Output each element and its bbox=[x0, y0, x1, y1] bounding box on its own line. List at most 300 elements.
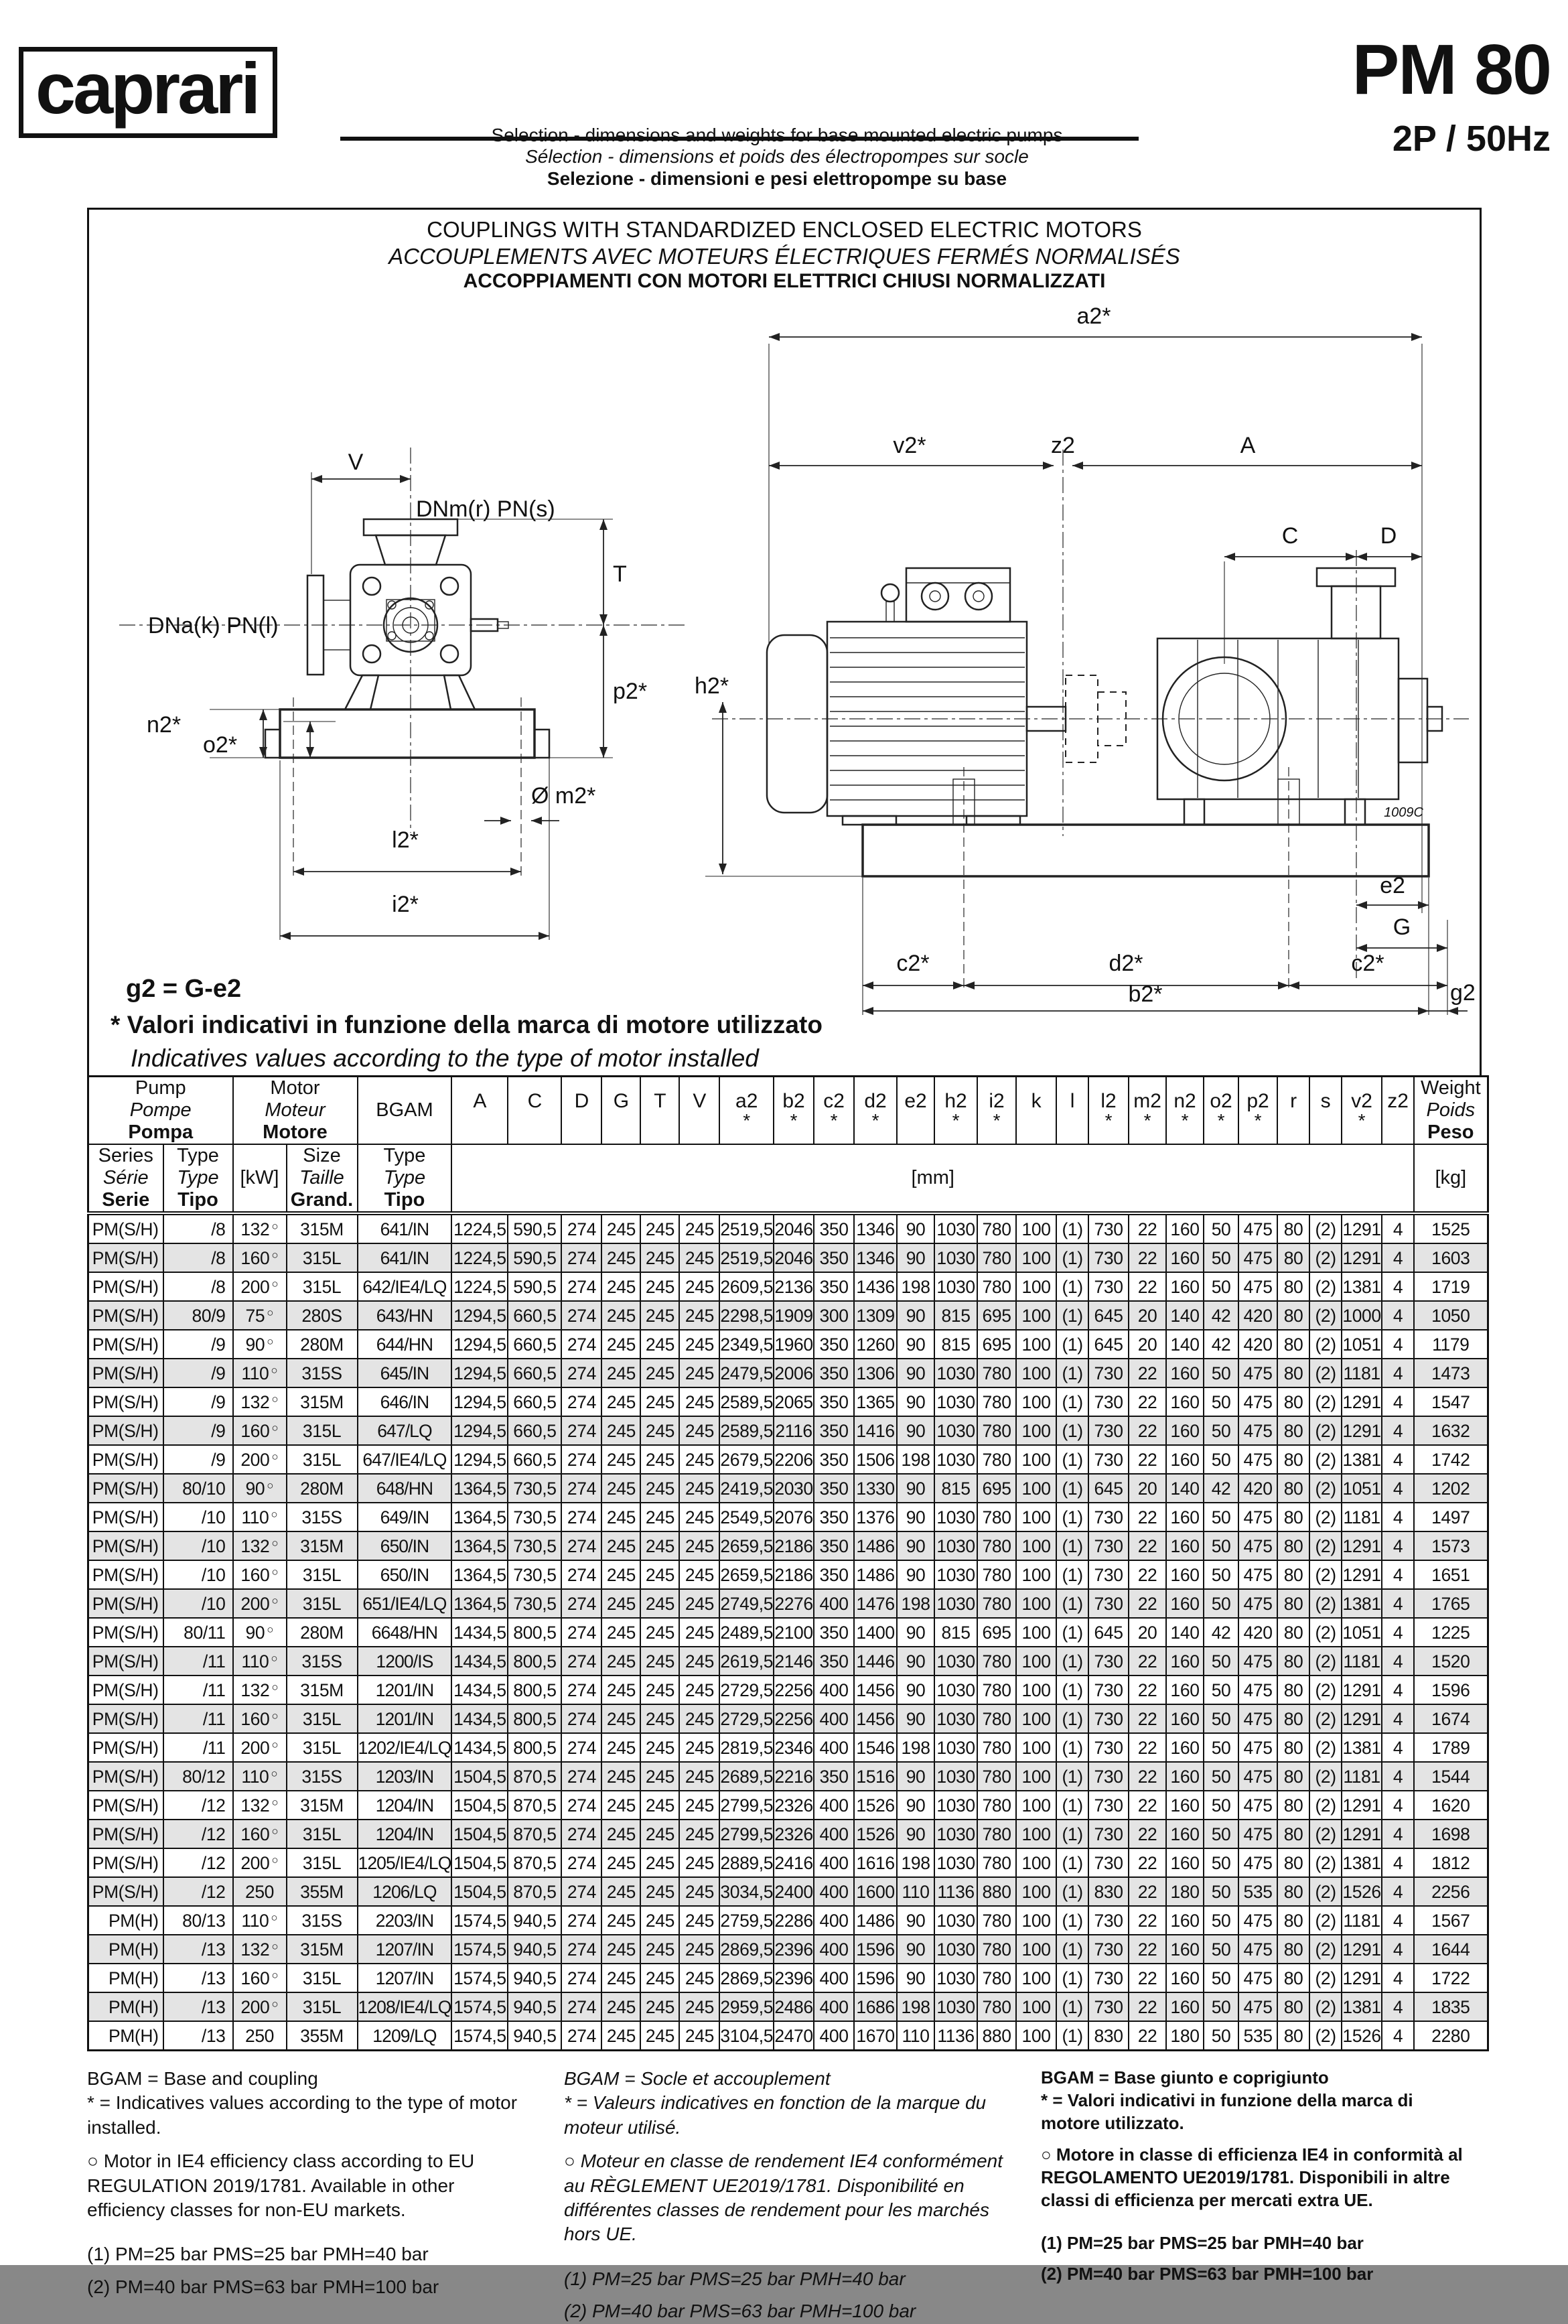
cell-dim: 50 bbox=[1204, 1589, 1238, 1618]
cell-dim: 100 bbox=[1016, 1589, 1056, 1618]
table-row bbox=[88, 1213, 1488, 1243]
cell-dim: 1364,5 bbox=[451, 1474, 508, 1503]
cell-dim: 4 bbox=[1382, 1503, 1414, 1531]
table-row bbox=[88, 1791, 1488, 1820]
cell-dim: 1030 bbox=[934, 1589, 977, 1618]
cell-dim: 245 bbox=[679, 1935, 719, 1964]
cell-dim: 1291 bbox=[1342, 1676, 1382, 1704]
cell-dim: 50 bbox=[1204, 1560, 1238, 1589]
cell-dim: 4 bbox=[1382, 1213, 1414, 1243]
cell-weight: 1525 bbox=[1414, 1213, 1488, 1243]
cell-dim: 350 bbox=[814, 1762, 854, 1791]
cell-dim: 475 bbox=[1238, 1733, 1277, 1762]
cell-dim: 780 bbox=[977, 1272, 1016, 1301]
cell-dim: 475 bbox=[1238, 1272, 1277, 1301]
cell-dim: 2729,5 bbox=[719, 1676, 774, 1704]
cell-dim: 730 bbox=[1088, 1820, 1129, 1848]
cell-dim: 245 bbox=[640, 1531, 679, 1560]
cell-dim: (2) bbox=[1309, 1503, 1342, 1531]
col-header-o2: o2 * bbox=[1204, 1077, 1238, 1145]
cell-dim: 730 bbox=[1088, 1704, 1129, 1733]
cell-dim: 2869,5 bbox=[719, 1964, 774, 1992]
ie4-class-icon: ○ bbox=[271, 1709, 279, 1722]
cell-dim: 1546 bbox=[854, 1733, 897, 1762]
cell-bgam-type: 1207/IN bbox=[358, 1964, 452, 1992]
cell-dim: 245 bbox=[679, 1474, 719, 1503]
cell-dim: 42 bbox=[1204, 1330, 1238, 1359]
cell-dim: 245 bbox=[640, 1647, 679, 1676]
cell-dim: 1291 bbox=[1342, 1704, 1382, 1733]
cell-weight: 1547 bbox=[1414, 1387, 1488, 1416]
cell-dim: 1030 bbox=[934, 1935, 977, 1964]
cell-dim: 2326 bbox=[774, 1820, 814, 1848]
cell-dim: 245 bbox=[601, 2021, 640, 2051]
col-header-b2: b2 * bbox=[774, 1077, 814, 1145]
cell-dim: 730 bbox=[1088, 1647, 1129, 1676]
table-body bbox=[88, 1213, 1488, 2051]
ie4-class-icon: ○ bbox=[271, 1248, 279, 1261]
cell-dim: 22 bbox=[1129, 1531, 1166, 1560]
cell-weight: 1603 bbox=[1414, 1243, 1488, 1272]
cell-dim: 245 bbox=[601, 1445, 640, 1474]
box-title-en: COUPLINGS WITH STANDARDIZED ENCLOSED ELECTRIC MOTORS bbox=[427, 217, 1142, 242]
cell-series: PM(S/H) bbox=[88, 1704, 163, 1733]
ie4-class-icon: ○ bbox=[271, 1738, 279, 1751]
cell-kw: 110 ○ bbox=[233, 1762, 287, 1791]
cell-dim: (2) bbox=[1309, 1935, 1342, 1964]
cell-dim: 780 bbox=[977, 1704, 1016, 1733]
cell-dim: 90 bbox=[897, 1416, 934, 1445]
cell-kw: 110 ○ bbox=[233, 1906, 287, 1935]
cell-dim: 245 bbox=[679, 1330, 719, 1359]
cell-dim: (1) bbox=[1056, 1647, 1088, 1676]
note-star-it: * Valori indicativi in funzione della marca di motore utilizzato bbox=[111, 1011, 823, 1038]
dim-label-g: G bbox=[1393, 914, 1411, 940]
cell-series: PM(S/H) bbox=[88, 1330, 163, 1359]
cell-dim: 80 bbox=[1277, 1877, 1309, 1906]
cell-dim: 100 bbox=[1016, 1848, 1056, 1877]
cell-dim: 50 bbox=[1204, 1359, 1238, 1387]
ie4-class-icon: ○ bbox=[271, 1392, 279, 1406]
cell-dim: 695 bbox=[977, 1301, 1016, 1330]
cell-dim: (2) bbox=[1309, 1589, 1342, 1618]
cell-bgam-type: 644/HN bbox=[358, 1330, 452, 1359]
dim-label-m2: Ø m2* bbox=[531, 783, 596, 809]
cell-dim: 1030 bbox=[934, 1647, 977, 1676]
cell-dim: 160 bbox=[1166, 1560, 1204, 1589]
cell-dim: 475 bbox=[1238, 1560, 1277, 1589]
cell-dim: 160 bbox=[1166, 1848, 1204, 1877]
cell-dim: 830 bbox=[1088, 2021, 1129, 2051]
cell-dim: 80 bbox=[1277, 1992, 1309, 2021]
cell-dim: 695 bbox=[977, 1330, 1016, 1359]
cell-dim: 160 bbox=[1166, 1387, 1204, 1416]
cell-motor-size: 315L bbox=[287, 1704, 358, 1733]
cell-dim: 1446 bbox=[854, 1647, 897, 1676]
cell-dim: 22 bbox=[1129, 1935, 1166, 1964]
cell-dim: 160 bbox=[1166, 1589, 1204, 1618]
cell-dim: 2659,5 bbox=[719, 1560, 774, 1589]
fn-fr-bgam: BGAM = Socle et accouplement bbox=[564, 2068, 831, 2089]
cell-kw: 75 ○ bbox=[233, 1301, 287, 1330]
cell-motor-size: 280S bbox=[287, 1301, 358, 1330]
cell-dim: 1224,5 bbox=[451, 1272, 508, 1301]
cell-dim: 1294,5 bbox=[451, 1416, 508, 1445]
cell-dim: 274 bbox=[561, 1618, 601, 1647]
cell-series: PM(S/H) bbox=[88, 1676, 163, 1704]
cell-dim: 90 bbox=[897, 1791, 934, 1820]
cell-dim: 590,5 bbox=[508, 1272, 561, 1301]
cell-dim: 90 bbox=[897, 1503, 934, 1531]
cell-dim: 2679,5 bbox=[719, 1445, 774, 1474]
cell-dim: 245 bbox=[601, 1877, 640, 1906]
cell-dim: 590,5 bbox=[508, 1243, 561, 1272]
dim-label-b2: b2* bbox=[1128, 981, 1163, 1007]
cell-dim: 420 bbox=[1238, 1301, 1277, 1330]
cell-weight: 1202 bbox=[1414, 1474, 1488, 1503]
cell-dim: 245 bbox=[601, 1733, 640, 1762]
cell-dim: 245 bbox=[679, 1416, 719, 1445]
cell-dim: 274 bbox=[561, 1676, 601, 1704]
cell-dim: 80 bbox=[1277, 1416, 1309, 1445]
cell-dim: 780 bbox=[977, 1359, 1016, 1387]
cell-dim: 880 bbox=[977, 2021, 1016, 2051]
cell-weight: 1835 bbox=[1414, 1992, 1488, 2021]
cell-bgam-type: 646/IN bbox=[358, 1387, 452, 1416]
cell-dim: 245 bbox=[640, 1877, 679, 1906]
cell-dim: 22 bbox=[1129, 1704, 1166, 1733]
cell-dim: (2) bbox=[1309, 1213, 1342, 1243]
cell-dim: (2) bbox=[1309, 1877, 1342, 1906]
cell-dim: 80 bbox=[1277, 1589, 1309, 1618]
cell-dim: 880 bbox=[977, 1877, 1016, 1906]
cell-dim: 645 bbox=[1088, 1330, 1129, 1359]
cell-dim: 198 bbox=[897, 1445, 934, 1474]
cell-bgam-type: 641/IN bbox=[358, 1213, 452, 1243]
cell-motor-size: 315L bbox=[287, 1416, 358, 1445]
ie4-class-icon: ○ bbox=[271, 1997, 279, 2010]
cell-dim: 2869,5 bbox=[719, 1935, 774, 1964]
cell-dim: 80 bbox=[1277, 2021, 1309, 2051]
cell-dim: 730 bbox=[1088, 1213, 1129, 1243]
table-row bbox=[88, 1820, 1488, 1848]
cell-dim: 1030 bbox=[934, 1820, 977, 1848]
cell-dim: 160 bbox=[1166, 1445, 1204, 1474]
cell-dim: 1291 bbox=[1342, 1213, 1382, 1243]
cell-dim: 4 bbox=[1382, 1618, 1414, 1647]
cell-dim: 400 bbox=[814, 1733, 854, 1762]
cell-dim: 274 bbox=[561, 1531, 601, 1560]
cell-dim: 1909 bbox=[774, 1301, 814, 1330]
cell-dim: 350 bbox=[814, 1474, 854, 1503]
cell-dim: 80 bbox=[1277, 1647, 1309, 1676]
col-header-a2: a2 * bbox=[719, 1077, 774, 1145]
cell-bgam-type: 1201/IN bbox=[358, 1704, 452, 1733]
cell-dim: 2349,5 bbox=[719, 1330, 774, 1359]
cell-dim: 400 bbox=[814, 1964, 854, 1992]
cell-dim: 4 bbox=[1382, 1992, 1414, 2021]
ie4-class-icon: ○ bbox=[271, 1911, 278, 1924]
cell-series: PM(H) bbox=[88, 2021, 163, 2051]
cell-dim: 245 bbox=[679, 1647, 719, 1676]
cell-dim: 160 bbox=[1166, 1762, 1204, 1791]
cell-weight: 1698 bbox=[1414, 1820, 1488, 1848]
cell-dim: 4 bbox=[1382, 1676, 1414, 1704]
cell-dim: 4 bbox=[1382, 1733, 1414, 1762]
subtitle-en: Selection - dimensions and weights for base mounted electric pumps bbox=[491, 125, 1063, 145]
cell-dim: 80 bbox=[1277, 1964, 1309, 1992]
cell-dim: 80 bbox=[1277, 1213, 1309, 1243]
cell-dim: 730 bbox=[1088, 1243, 1129, 1272]
ie4-class-icon: ○ bbox=[267, 1479, 274, 1492]
cell-type: /11 bbox=[163, 1733, 233, 1762]
cell-dim: 50 bbox=[1204, 1877, 1238, 1906]
cell-dim: (2) bbox=[1309, 1791, 1342, 1820]
cell-dim: 22 bbox=[1129, 1213, 1166, 1243]
cell-dim: 22 bbox=[1129, 1964, 1166, 1992]
cell-dim: 274 bbox=[561, 1301, 601, 1330]
cell-dim: 780 bbox=[977, 1445, 1016, 1474]
col-header-m2: m2 * bbox=[1129, 1077, 1166, 1145]
col-header-k: k bbox=[1016, 1077, 1056, 1145]
cell-dim: 274 bbox=[561, 1330, 601, 1359]
cell-dim: 940,5 bbox=[508, 2021, 561, 2051]
cell-dim: 245 bbox=[601, 1848, 640, 1877]
cell-dim: 2046 bbox=[774, 1243, 814, 1272]
cell-dim: 2326 bbox=[774, 1791, 814, 1820]
cell-dim: 1291 bbox=[1342, 1964, 1382, 1992]
cell-dim: (1) bbox=[1056, 1964, 1088, 1992]
fn-en-bgam: BGAM = Base and coupling bbox=[87, 2068, 318, 2089]
cell-bgam-type: 1204/IN bbox=[358, 1791, 452, 1820]
cell-bgam-type: 1200/IS bbox=[358, 1647, 452, 1676]
cell-dim: 22 bbox=[1129, 1647, 1166, 1676]
cell-dim: 1030 bbox=[934, 1213, 977, 1243]
cell-dim: 2659,5 bbox=[719, 1531, 774, 1560]
cell-dim: 420 bbox=[1238, 1474, 1277, 1503]
cell-dim: 1000 bbox=[1342, 1301, 1382, 1330]
cell-bgam-type: 1209/LQ bbox=[358, 2021, 452, 2051]
cell-dim: 22 bbox=[1129, 1992, 1166, 2021]
table-row bbox=[88, 1474, 1488, 1503]
cell-dim: 660,5 bbox=[508, 1301, 561, 1330]
cell-dim: (1) bbox=[1056, 1359, 1088, 1387]
cell-dim: 780 bbox=[977, 1820, 1016, 1848]
cell-type: 80/13 bbox=[163, 1906, 233, 1935]
table-row bbox=[88, 1243, 1488, 1272]
cell-motor-size: 280M bbox=[287, 1474, 358, 1503]
cell-dim: 730 bbox=[1088, 1503, 1129, 1531]
col-header-bgam-type: Type Type Tipo bbox=[358, 1144, 452, 1213]
cell-dim: 245 bbox=[679, 2021, 719, 2051]
cell-kw: 250 bbox=[233, 2021, 287, 2051]
cell-dim: 80 bbox=[1277, 1676, 1309, 1704]
cell-dim: 245 bbox=[679, 1848, 719, 1877]
cell-series: PM(H) bbox=[88, 1935, 163, 1964]
cell-dim: 1136 bbox=[934, 1877, 977, 1906]
cell-dim: 1291 bbox=[1342, 1560, 1382, 1589]
cell-dim: (1) bbox=[1056, 1618, 1088, 1647]
cell-dim: 1526 bbox=[1342, 1877, 1382, 1906]
cell-dim: 1364,5 bbox=[451, 1503, 508, 1531]
cell-dim: 660,5 bbox=[508, 1359, 561, 1387]
cell-dim: 1051 bbox=[1342, 1474, 1382, 1503]
cell-dim: 274 bbox=[561, 1243, 601, 1272]
cell-dim: 245 bbox=[601, 1272, 640, 1301]
subtitle-it: Selezione - dimensioni e pesi elettropompe su base bbox=[547, 167, 1007, 189]
cell-dim: 22 bbox=[1129, 1906, 1166, 1935]
cell-dim: 350 bbox=[814, 1647, 854, 1676]
cell-dim: 475 bbox=[1238, 1243, 1277, 1272]
footnotes-en bbox=[87, 2067, 537, 2324]
cell-dim: 160 bbox=[1166, 1531, 1204, 1560]
cell-dim: (1) bbox=[1056, 1589, 1088, 1618]
col-header-i2: i2 * bbox=[977, 1077, 1016, 1145]
cell-dim: (2) bbox=[1309, 1906, 1342, 1935]
cell-dim: 80 bbox=[1277, 1560, 1309, 1589]
cell-dim: 1224,5 bbox=[451, 1243, 508, 1272]
cell-dim: 730 bbox=[1088, 1964, 1129, 1992]
cell-dim: 1030 bbox=[934, 1387, 977, 1416]
cell-dim: 815 bbox=[934, 1474, 977, 1503]
cell-dim: 245 bbox=[601, 1589, 640, 1618]
cell-motor-size: 315L bbox=[287, 1964, 358, 1992]
cell-type: /9 bbox=[163, 1387, 233, 1416]
cell-dim: 50 bbox=[1204, 1647, 1238, 1676]
cell-dim: 80 bbox=[1277, 1848, 1309, 1877]
cell-dim: 274 bbox=[561, 1560, 601, 1589]
cell-dim: 245 bbox=[640, 1791, 679, 1820]
cell-dim: (1) bbox=[1056, 1416, 1088, 1445]
cell-dim: 730 bbox=[1088, 1272, 1129, 1301]
cell-dim: 2609,5 bbox=[719, 1272, 774, 1301]
cell-dim: 90 bbox=[897, 1560, 934, 1589]
cell-kw: 200 ○ bbox=[233, 1272, 287, 1301]
table-row bbox=[88, 1704, 1488, 1733]
cell-motor-size: 315L bbox=[287, 1272, 358, 1301]
cell-series: PM(S/H) bbox=[88, 1272, 163, 1301]
cell-dim: 1504,5 bbox=[451, 1791, 508, 1820]
cell-dim: 4 bbox=[1382, 1935, 1414, 1964]
dim-label-l2: l2* bbox=[392, 827, 419, 853]
cell-dim: 274 bbox=[561, 1877, 601, 1906]
cell-dim: 1030 bbox=[934, 1560, 977, 1589]
cell-dim: 2065 bbox=[774, 1387, 814, 1416]
cell-dim: 22 bbox=[1129, 1243, 1166, 1272]
cell-dim: 730,5 bbox=[508, 1474, 561, 1503]
cell-motor-size: 315M bbox=[287, 1791, 358, 1820]
cell-dim: 50 bbox=[1204, 1762, 1238, 1791]
cell-dim: 1960 bbox=[774, 1330, 814, 1359]
cell-type: /11 bbox=[163, 1704, 233, 1733]
cell-dim: 645 bbox=[1088, 1474, 1129, 1503]
cell-dim: 198 bbox=[897, 1733, 934, 1762]
cell-motor-size: 315L bbox=[287, 1733, 358, 1762]
cell-dim: 4 bbox=[1382, 1964, 1414, 1992]
cell-dim: 1506 bbox=[854, 1445, 897, 1474]
cell-dim: 4 bbox=[1382, 1445, 1414, 1474]
cell-bgam-type: 1206/LQ bbox=[358, 1877, 452, 1906]
cell-dim: 2276 bbox=[774, 1589, 814, 1618]
col-header-l2: l2 * bbox=[1088, 1077, 1129, 1145]
cell-type: /10 bbox=[163, 1531, 233, 1560]
cell-dim: 160 bbox=[1166, 1676, 1204, 1704]
cell-dim: (1) bbox=[1056, 1330, 1088, 1359]
cell-weight: 1567 bbox=[1414, 1906, 1488, 1935]
cell-dim: 245 bbox=[640, 1560, 679, 1589]
cell-dim: 274 bbox=[561, 1992, 601, 2021]
cell-weight: 1573 bbox=[1414, 1531, 1488, 1560]
cell-dim: 300 bbox=[814, 1301, 854, 1330]
cell-dim: 2346 bbox=[774, 1733, 814, 1762]
cell-kw: 90 ○ bbox=[233, 1474, 287, 1503]
cell-dim: 400 bbox=[814, 1848, 854, 1877]
cell-dim: 350 bbox=[814, 1503, 854, 1531]
cell-motor-size: 315L bbox=[287, 1992, 358, 2021]
box-titles bbox=[89, 210, 1480, 293]
cell-dim: 2519,5 bbox=[719, 1243, 774, 1272]
unit-mm: [mm] bbox=[451, 1144, 1414, 1213]
cell-dim: 1516 bbox=[854, 1762, 897, 1791]
cell-dim: 245 bbox=[601, 1213, 640, 1243]
table-row bbox=[88, 1330, 1488, 1359]
cell-dim: 80 bbox=[1277, 1762, 1309, 1791]
cell-dim: 245 bbox=[679, 1762, 719, 1791]
cell-dim: 3104,5 bbox=[719, 2021, 774, 2051]
cell-dim: 245 bbox=[601, 1820, 640, 1848]
cell-series: PM(S/H) bbox=[88, 1416, 163, 1445]
cell-dim: 730 bbox=[1088, 1359, 1129, 1387]
cell-dim: (2) bbox=[1309, 1330, 1342, 1359]
cell-dim: 350 bbox=[814, 1531, 854, 1560]
fn-en-star: * = Indicatives values according to the type of motor installed. bbox=[87, 2092, 518, 2138]
cell-weight: 1719 bbox=[1414, 1272, 1488, 1301]
cell-type: /13 bbox=[163, 1992, 233, 2021]
cell-dim: 535 bbox=[1238, 2021, 1277, 2051]
cell-dim: 245 bbox=[679, 1301, 719, 1330]
cell-dim: 1364,5 bbox=[451, 1589, 508, 1618]
cell-dim: 80 bbox=[1277, 1791, 1309, 1820]
cell-dim: 90 bbox=[897, 1704, 934, 1733]
cell-dim: 245 bbox=[640, 1387, 679, 1416]
cell-motor-size: 315L bbox=[287, 1848, 358, 1877]
cell-dim: (1) bbox=[1056, 1560, 1088, 1589]
cell-weight: 1179 bbox=[1414, 1330, 1488, 1359]
cell-motor-size: 315M bbox=[287, 1531, 358, 1560]
cell-dim: 245 bbox=[601, 1416, 640, 1445]
cell-dim: 2486 bbox=[774, 1992, 814, 2021]
cell-dim: 1030 bbox=[934, 1964, 977, 1992]
cell-dim: 245 bbox=[679, 1213, 719, 1243]
cell-type: /9 bbox=[163, 1330, 233, 1359]
cell-dim: 274 bbox=[561, 1445, 601, 1474]
cell-kw: 200 ○ bbox=[233, 1733, 287, 1762]
dimensions-weights-table bbox=[87, 1075, 1489, 2051]
cell-dim: 2489,5 bbox=[719, 1618, 774, 1647]
cell-dim: 20 bbox=[1129, 1474, 1166, 1503]
cell-dim: 730,5 bbox=[508, 1589, 561, 1618]
cell-dim: 274 bbox=[561, 1647, 601, 1676]
cell-dim: (2) bbox=[1309, 1531, 1342, 1560]
col-header-kw: [kW] bbox=[233, 1144, 287, 1213]
table-row bbox=[88, 1906, 1488, 1935]
cell-dim: 780 bbox=[977, 1676, 1016, 1704]
col-header-d2: d2 * bbox=[854, 1077, 897, 1145]
cell-bgam-type: 645/IN bbox=[358, 1359, 452, 1387]
cell-dim: 100 bbox=[1016, 1704, 1056, 1733]
cell-dim: 350 bbox=[814, 1560, 854, 1589]
dim-label-d: D bbox=[1380, 523, 1397, 549]
